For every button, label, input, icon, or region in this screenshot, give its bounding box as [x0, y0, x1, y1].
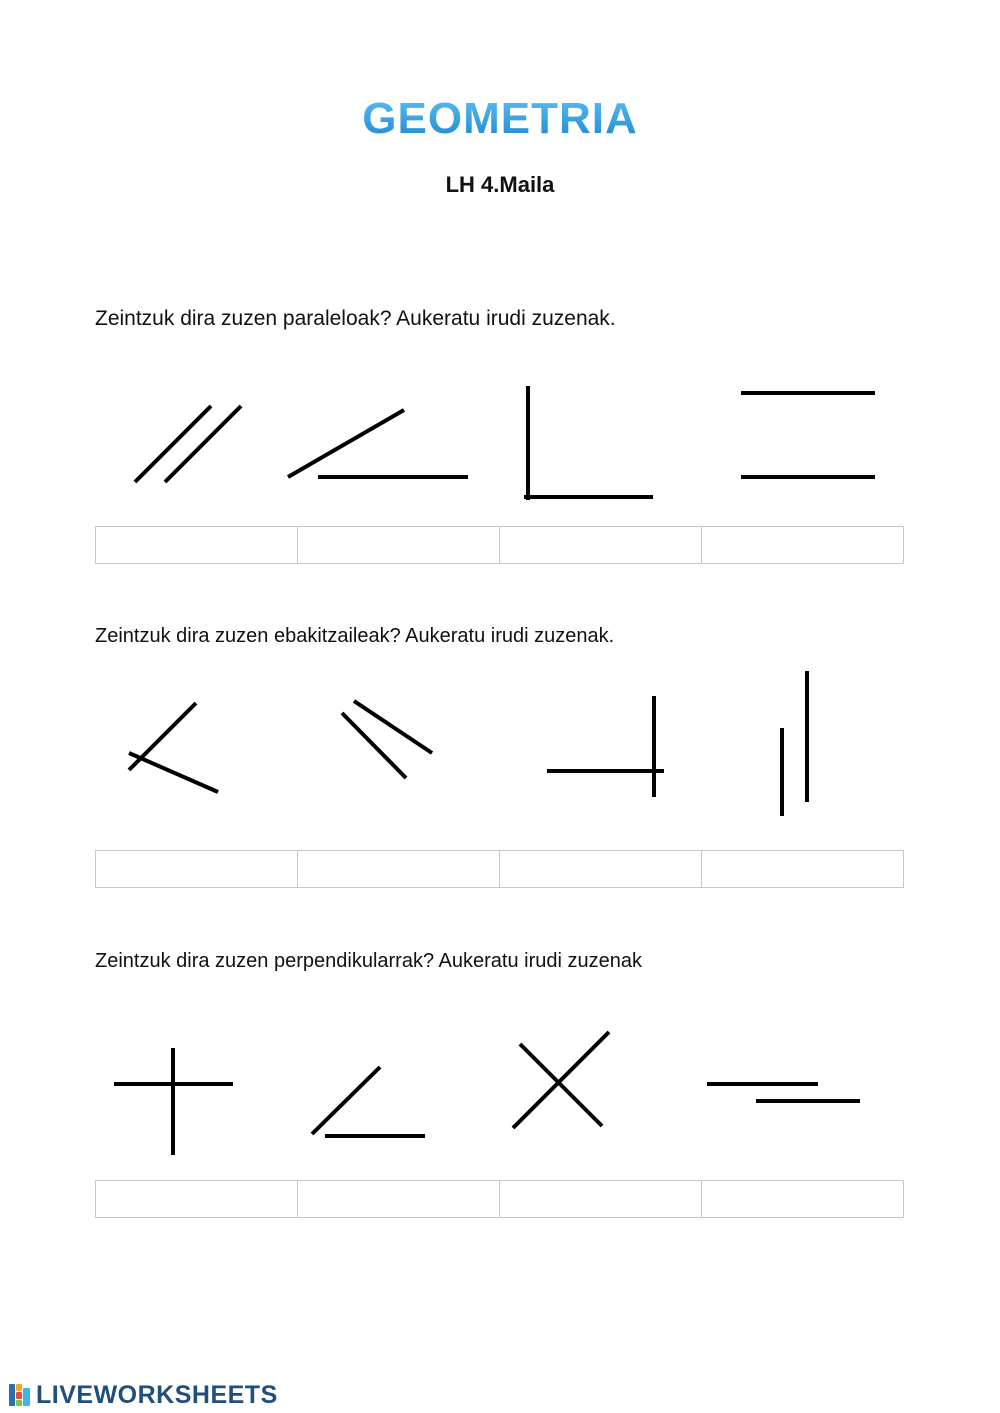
- answer-cell-1-1[interactable]: [96, 527, 298, 563]
- figure-3-1: [114, 1048, 233, 1155]
- answer-cell-2-3[interactable]: [500, 851, 702, 887]
- answer-row-1: [95, 526, 904, 564]
- figure-2-1: [129, 703, 218, 792]
- answer-cell-2-2[interactable]: [298, 851, 500, 887]
- answer-cell-3-1[interactable]: [96, 1181, 298, 1217]
- liveworksheets-logo: [8, 1381, 278, 1409]
- answer-cell-1-2[interactable]: [298, 527, 500, 563]
- figure-1-4: [741, 393, 875, 477]
- question-perpendicular: Zeintzuk dira zuzen perpendikularrak? Aukeratu irudi zuzenak: [95, 950, 642, 972]
- page-title: GEOMETRIA: [0, 94, 1000, 144]
- answer-row-3: [95, 1180, 904, 1218]
- page-subtitle: LH 4.Maila: [445, 172, 555, 197]
- figure-1-2: [288, 410, 468, 477]
- figure-2-2: [342, 701, 432, 778]
- answer-cell-2-4[interactable]: [702, 851, 903, 887]
- answer-cell-2-1[interactable]: [96, 851, 298, 887]
- answer-cell-3-4[interactable]: [702, 1181, 903, 1217]
- question-intersecting: Zeintzuk dira zuzen ebakitzaileak? Aukeratu irudi zuzenak.: [95, 625, 615, 647]
- answer-cell-3-2[interactable]: [298, 1181, 500, 1217]
- figure-2-4: [782, 671, 807, 816]
- figure-1-1: [135, 406, 241, 482]
- figure-3-4: [707, 1084, 860, 1101]
- liveworksheets-logo-text: LIVEWORKSHEETS: [36, 1380, 278, 1409]
- answer-cell-1-3[interactable]: [500, 527, 702, 563]
- figure-3-3: [513, 1032, 609, 1128]
- question-parallel: Zeintzuk dira zuzen paraleloak? Aukeratu irudi zuzenak.: [95, 307, 616, 330]
- figure-1-3: [524, 386, 653, 500]
- liveworksheets-logo-icon: [8, 1382, 32, 1408]
- figure-2-3: [547, 696, 664, 797]
- answer-cell-1-4[interactable]: [702, 527, 903, 563]
- answer-row-2: [95, 850, 904, 888]
- answer-cell-3-3[interactable]: [500, 1181, 702, 1217]
- figure-3-2: [312, 1067, 425, 1136]
